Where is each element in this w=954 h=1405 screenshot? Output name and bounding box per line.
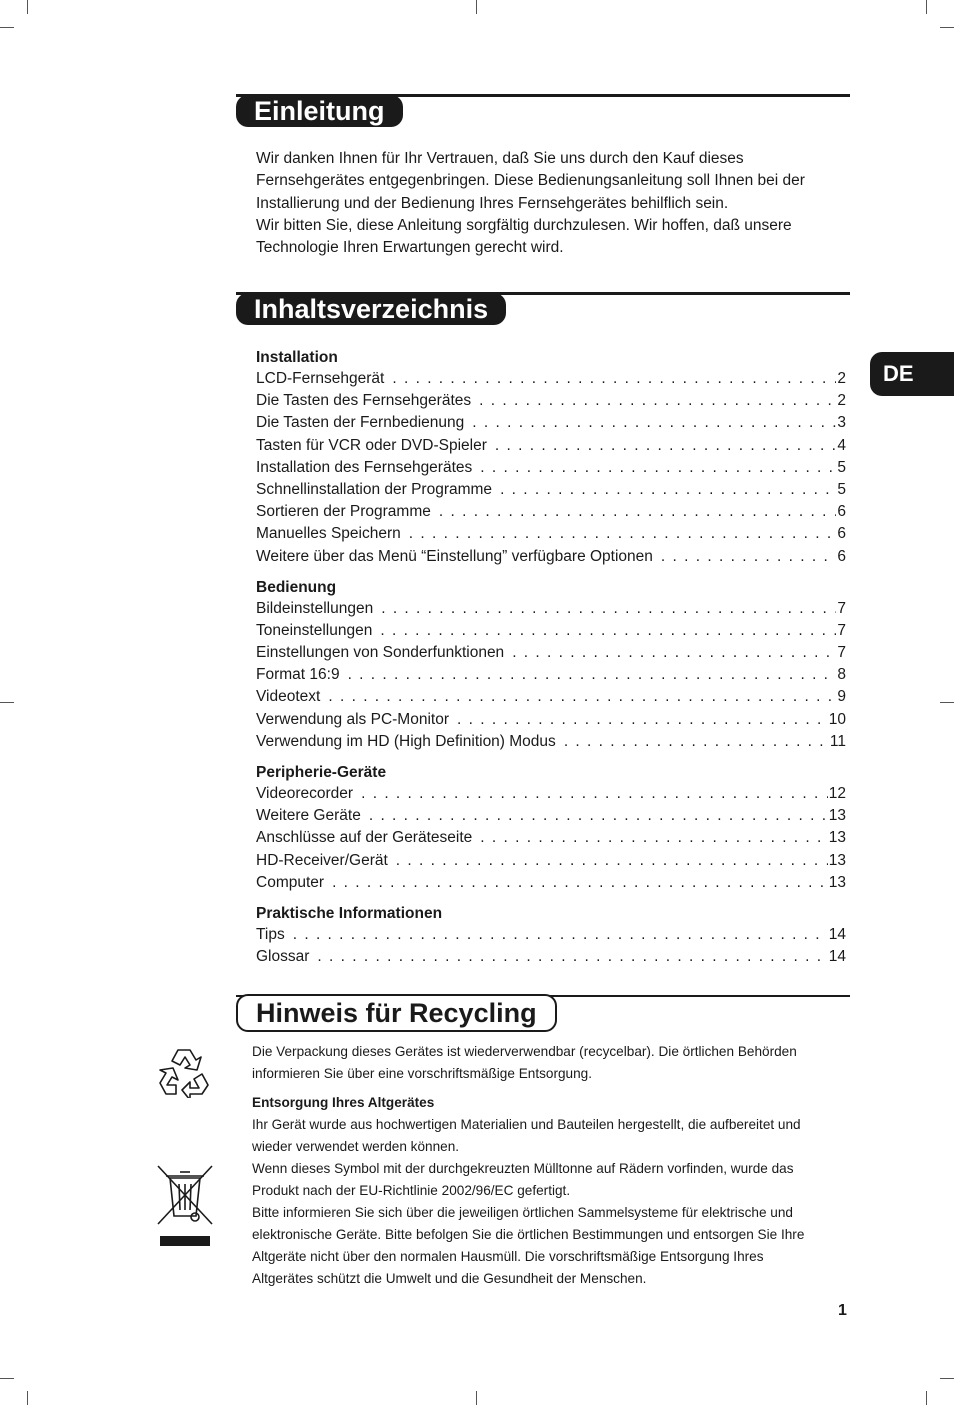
- toc-entry-page: 14: [828, 925, 846, 943]
- crop-mark: [0, 27, 14, 28]
- toc-entry-page: 12: [828, 785, 846, 802]
- crossed-out-wheelie-bin-icon: [156, 1164, 214, 1248]
- toc-entry: [256, 686, 846, 708]
- toc-leader-dots: [348, 664, 837, 686]
- toc-entry-label: Videorecorder: [256, 785, 354, 802]
- toc-entry-label: Tasten für VCR oder DVD-Spieler: [256, 436, 487, 454]
- disposal-line: Wenn dieses Symbol mit der durchgekreuzten Mülltonne auf Rädern vorfinden, wurde das: [252, 1161, 794, 1176]
- toc-leader-dots: [328, 686, 836, 708]
- toc-entry-page: 13: [828, 829, 846, 847]
- page-number: 1: [838, 1302, 847, 1319]
- toc-entry: [256, 924, 846, 946]
- toc-entry: [256, 827, 846, 849]
- toc-entry-page: 5: [837, 458, 846, 476]
- toc-leader-dots: [500, 479, 836, 501]
- toc-entry: [256, 709, 846, 731]
- toc-leader-dots: [392, 368, 836, 390]
- toc-entry-label: Weitere Geräte: [256, 807, 361, 825]
- toc-leader-dots: [381, 598, 836, 620]
- toc-leader-dots: [380, 620, 836, 642]
- toc-entry: [256, 435, 846, 457]
- toc-entry: [256, 368, 846, 390]
- toc-entry: [256, 620, 846, 642]
- toc-group-installation: [256, 346, 846, 568]
- crop-mark: [926, 1391, 927, 1405]
- toc-leader-dots: [480, 827, 827, 849]
- toc-entry-page: 7: [837, 644, 846, 662]
- toc-entry-label: Verwendung als PC-Monitor: [256, 710, 449, 728]
- toc-entry-page: 6: [837, 547, 846, 565]
- packaging-line: Die Verpackung dieses Gerätes ist wiederverwendbar (recycelbar). Die örtlichen Behörden: [252, 1044, 797, 1059]
- disposal-line: wieder verwendet werden können.: [252, 1139, 460, 1154]
- toc-group-bedienung: [256, 576, 846, 753]
- toc-entry-label: Computer: [256, 873, 325, 891]
- toc-leader-dots: [332, 872, 828, 894]
- toc-entry-page: 9: [837, 688, 846, 706]
- intro-line: Fernsehgerätes entgegenbringen. Diese Bedienungsanleitung soll Ihnen bei der: [256, 172, 805, 190]
- toc-entry: [256, 850, 846, 872]
- toc-entry-label: Sortieren der Programme: [256, 503, 431, 521]
- toc-entry-label: Weitere über das Menü “Einstellung” verfügbare Optionen: [256, 547, 653, 565]
- crop-mark: [27, 1391, 28, 1405]
- recycling-title: Hinweis für Recycling: [236, 994, 557, 1032]
- toc-entry-label: Anschlüsse auf der Geräteseite: [256, 829, 473, 847]
- recycle-icon: [156, 1046, 212, 1098]
- toc-entry: [256, 946, 846, 968]
- toc-entry-label: Videotext: [256, 688, 321, 706]
- intro-line: Installierung und der Bedienung Ihres Fernsehgerätes behilflich sein.: [256, 194, 729, 212]
- toc-entry: [256, 546, 846, 568]
- toc-entry-label: Tips: [256, 925, 285, 943]
- toc-entry: [256, 501, 846, 523]
- toc-entry: [256, 598, 846, 620]
- toc-leader-dots: [564, 731, 829, 753]
- disposal-line: Ihr Gerät wurde aus hochwertigen Materialien und Bauteilen hergestellt, die aufbereitet und: [252, 1117, 801, 1132]
- toc-leader-dots: [293, 924, 828, 946]
- toc-entry-page: 13: [828, 851, 846, 869]
- toc-entry-page: 13: [828, 873, 846, 891]
- toc-entry: [256, 412, 846, 434]
- toc-entry-page: 6: [837, 503, 846, 521]
- toc-entry: [256, 457, 846, 479]
- toc-leader-dots: [661, 546, 836, 568]
- toc-entry-label: Glossar: [256, 948, 310, 966]
- toc-leader-dots: [495, 435, 837, 457]
- toc-entry-label: Die Tasten des Fernsehgerätes: [256, 392, 472, 410]
- intro-header: [236, 94, 850, 134]
- disposal-line: Bitte informieren Sie sich über die jeweiligen örtlichen Sammelsysteme für elektrische und: [252, 1205, 793, 1220]
- toc-entry: [256, 805, 846, 827]
- toc-leader-dots: [409, 523, 837, 545]
- toc-group-peripherie: [256, 761, 846, 894]
- toc-group-title: Peripherie-Geräte: [256, 764, 387, 781]
- toc-entry-page: 14: [828, 948, 846, 966]
- toc-entry: [256, 872, 846, 894]
- toc-entry-label: Die Tasten der Fernbedienung: [256, 414, 465, 432]
- toc-entry: [256, 664, 846, 686]
- toc-entry-page: 7: [837, 621, 846, 639]
- toc-leader-dots: [472, 412, 836, 434]
- toc-title: Inhaltsverzeichnis: [236, 293, 506, 325]
- disposal-line: elektronische Geräte. Bitte befolgen Sie die örtlichen Bestimmungen und entsorgen Sie Ihre: [252, 1227, 805, 1242]
- toc-entry-page: 3: [837, 414, 846, 432]
- crop-mark: [476, 0, 477, 14]
- toc-entry-label: HD-Receiver/Gerät: [256, 851, 388, 869]
- toc-entry-page: 2: [837, 370, 846, 387]
- toc-leader-dots: [480, 457, 836, 479]
- packaging-line: informieren Sie über eine vorschriftsmäßige Entsorgung.: [252, 1066, 593, 1081]
- intro-line: Wir danken Ihnen für Ihr Vertrauen, daß Sie uns durch den Kauf dieses: [256, 150, 744, 167]
- toc-entry: [256, 479, 846, 501]
- intro-line: Technologie Ihren Erwartungen gerecht wird.: [256, 239, 564, 257]
- toc-group-title: Installation: [256, 349, 338, 366]
- crop-mark: [940, 702, 954, 703]
- intro-paragraph: [256, 148, 836, 259]
- toc-entry-page: 7: [837, 599, 846, 617]
- crop-mark: [926, 0, 927, 14]
- disposal-line: Altgerätes schützt die Umwelt und die Gesundheit der Menschen.: [252, 1271, 647, 1286]
- toc-entry-label: Installation des Fernsehgerätes: [256, 458, 473, 476]
- toc-leader-dots: [457, 709, 828, 731]
- packaging-paragraph: [252, 1041, 848, 1085]
- toc-leader-dots: [369, 805, 828, 827]
- toc-entry-page: 13: [828, 807, 846, 825]
- crop-mark: [476, 1391, 477, 1405]
- toc-group-praktische-informationen: [256, 902, 846, 968]
- toc-entry-page: 11: [829, 732, 846, 750]
- recycling-header: [236, 995, 850, 1035]
- toc-header: [236, 292, 850, 332]
- toc-entry-label: Schnellinstallation der Programme: [256, 480, 493, 498]
- toc-entry-page: 10: [828, 710, 846, 728]
- toc-leader-dots: [439, 501, 837, 523]
- toc-leader-dots: [479, 390, 836, 412]
- crop-mark: [0, 1378, 14, 1379]
- toc-entry-label: Bildeinstellungen: [256, 599, 374, 617]
- toc-leader-dots: [361, 783, 828, 805]
- toc-leader-dots: [396, 850, 828, 872]
- crop-mark: [940, 1378, 954, 1379]
- toc-entry-label: Format 16:9: [256, 666, 340, 684]
- toc-entry: [256, 642, 846, 664]
- intro-title: Einleitung: [236, 95, 403, 127]
- toc-entry-page: 8: [837, 666, 846, 684]
- toc-entry-page: 6: [837, 525, 846, 543]
- toc-entry-page: 2: [837, 392, 846, 410]
- toc-group-title: Bedienung: [256, 578, 337, 596]
- toc-entry-label: LCD-Fernsehgerät: [256, 370, 385, 387]
- toc-entry: [256, 390, 846, 412]
- toc-entry-label: Verwendung im HD (High Definition) Modus: [256, 732, 556, 750]
- language-tab: DE: [870, 352, 954, 396]
- disposal-line: Altgeräte nicht über den normalen Hausmüll. Die vorschriftsmäßige Entsorgung Ihres: [252, 1249, 764, 1264]
- toc-leader-dots: [512, 642, 836, 664]
- toc-entry: [256, 783, 846, 805]
- table-of-contents: [256, 346, 846, 976]
- toc-entry-label: Toneinstellungen: [256, 621, 373, 639]
- crop-mark: [27, 0, 28, 14]
- toc-entry-label: Einstellungen von Sonderfunktionen: [256, 644, 505, 662]
- toc-entry: [256, 731, 846, 753]
- toc-entry-label: Manuelles Speichern: [256, 525, 401, 543]
- disposal-title: Entsorgung Ihres Altgerätes: [252, 1095, 435, 1110]
- disposal-paragraph: [252, 1092, 848, 1290]
- toc-entry-page: 5: [837, 480, 846, 498]
- disposal-line: Produkt nach der EU-Richtlinie 2002/96/EC gefertigt.: [252, 1183, 571, 1198]
- toc-group-title: Praktische Informationen: [256, 904, 443, 922]
- toc-entry: [256, 523, 846, 545]
- toc-entry-page: 4: [837, 436, 846, 454]
- crop-mark: [0, 702, 14, 703]
- toc-leader-dots: [317, 946, 827, 968]
- intro-line: Wir bitten Sie, diese Anleitung sorgfältig durchzulesen. Wir hoffen, daß unsere: [256, 216, 792, 234]
- crop-mark: [940, 27, 954, 28]
